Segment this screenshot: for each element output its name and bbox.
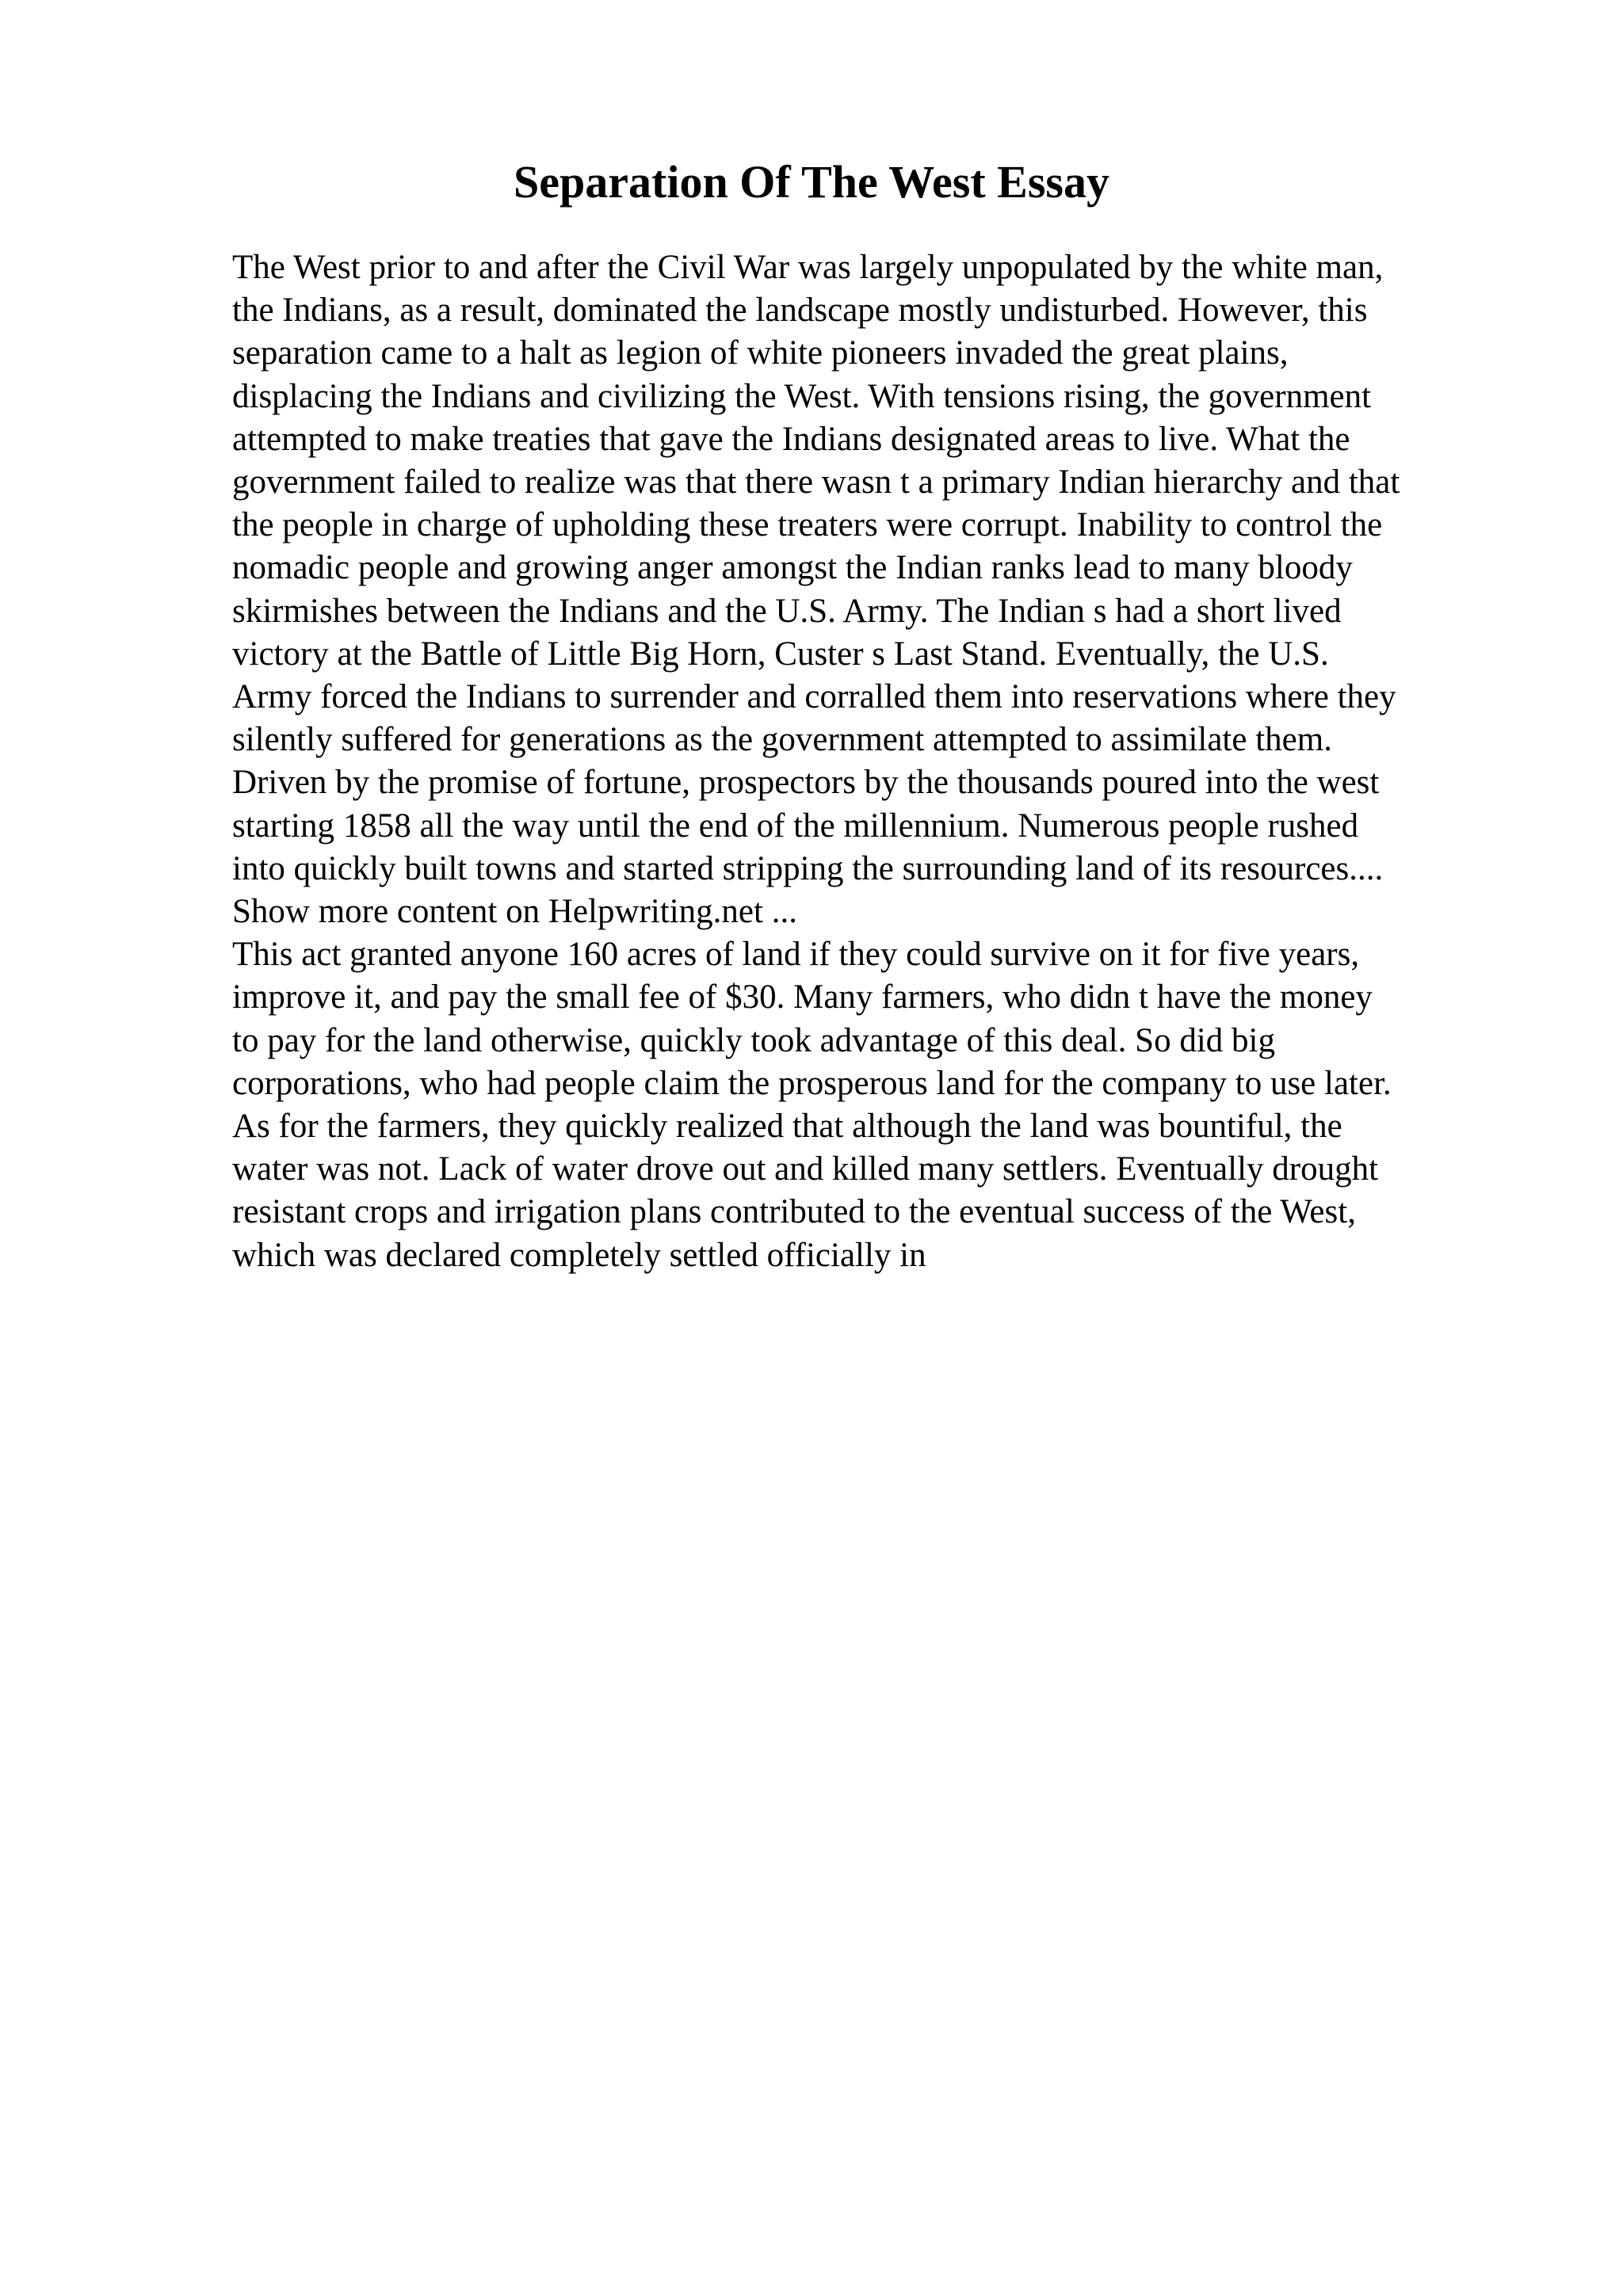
- body-line: corporations, who had people claim the prosperous land for the company to use later.: [232, 1064, 1392, 1102]
- body-line: silently suffered for generations as the government attempted to assimilate them.: [232, 721, 1332, 759]
- body-line: The West prior to and after the Civil War was largely unpopulated by the white man,: [232, 249, 1384, 286]
- body-line: to pay for the land otherwise, quickly took advantage of this deal. So did big: [232, 1021, 1275, 1059]
- body-line: nomadic people and growing anger amongst the Indian ranks lead to many bloody: [232, 549, 1353, 587]
- body-line: starting 1858 all the way until the end of the millennium. Numerous people rushed: [232, 807, 1359, 845]
- document-title: Separation Of The West Essay: [514, 156, 1109, 208]
- body-line: into quickly built towns and started stripping the surrounding land of its resources....: [232, 849, 1384, 887]
- body-line: water was not. Lack of water drove out and killed many settlers. Eventually drought: [232, 1150, 1379, 1188]
- body-line: attempted to make treaties that gave the Indians designated areas to live. What the: [232, 420, 1350, 458]
- body-line: As for the farmers, they quickly realized that although the land was bountiful, the: [232, 1108, 1342, 1146]
- body-line: which was declared completely settled officially in: [232, 1236, 926, 1274]
- document-body: [232, 246, 1579, 1277]
- body-line: resistant crops and irrigation plans contributed to the eventual success of the West,: [232, 1193, 1356, 1231]
- body-line: Army forced the Indians to surrender and corralled them into reservations where they: [232, 678, 1396, 716]
- body-line: separation came to a halt as legion of white pioneers invaded the great plains,: [232, 334, 1289, 372]
- show-more-link[interactable]: Show more content on Helpwriting.net ...: [232, 893, 797, 931]
- body-line: Driven by the promise of fortune, prospectors by the thousands poured into the west: [232, 764, 1380, 802]
- body-line: improve it, and pay the small fee of $30. Many farmers, who didn t have the money: [232, 978, 1373, 1016]
- body-line: the people in charge of upholding these treaters were corrupt. Inability to control the: [232, 506, 1383, 544]
- body-line: displacing the Indians and civilizing the West. With tensions rising, the government: [232, 377, 1372, 415]
- body-line: skirmishes between the Indians and the U.S. Army. The Indian s had a short lived: [232, 592, 1342, 630]
- body-line: the Indians, as a result, dominated the landscape mostly undisturbed. However, this: [232, 292, 1368, 330]
- body-line: government failed to realize was that there wasn t a primary Indian hierarchy and that: [232, 463, 1400, 502]
- body-line: victory at the Battle of Little Big Horn, Custer s Last Stand. Eventually, the U.S.: [232, 635, 1329, 673]
- body-line: This act granted anyone 160 acres of land if they could survive on it for five years,: [232, 936, 1360, 974]
